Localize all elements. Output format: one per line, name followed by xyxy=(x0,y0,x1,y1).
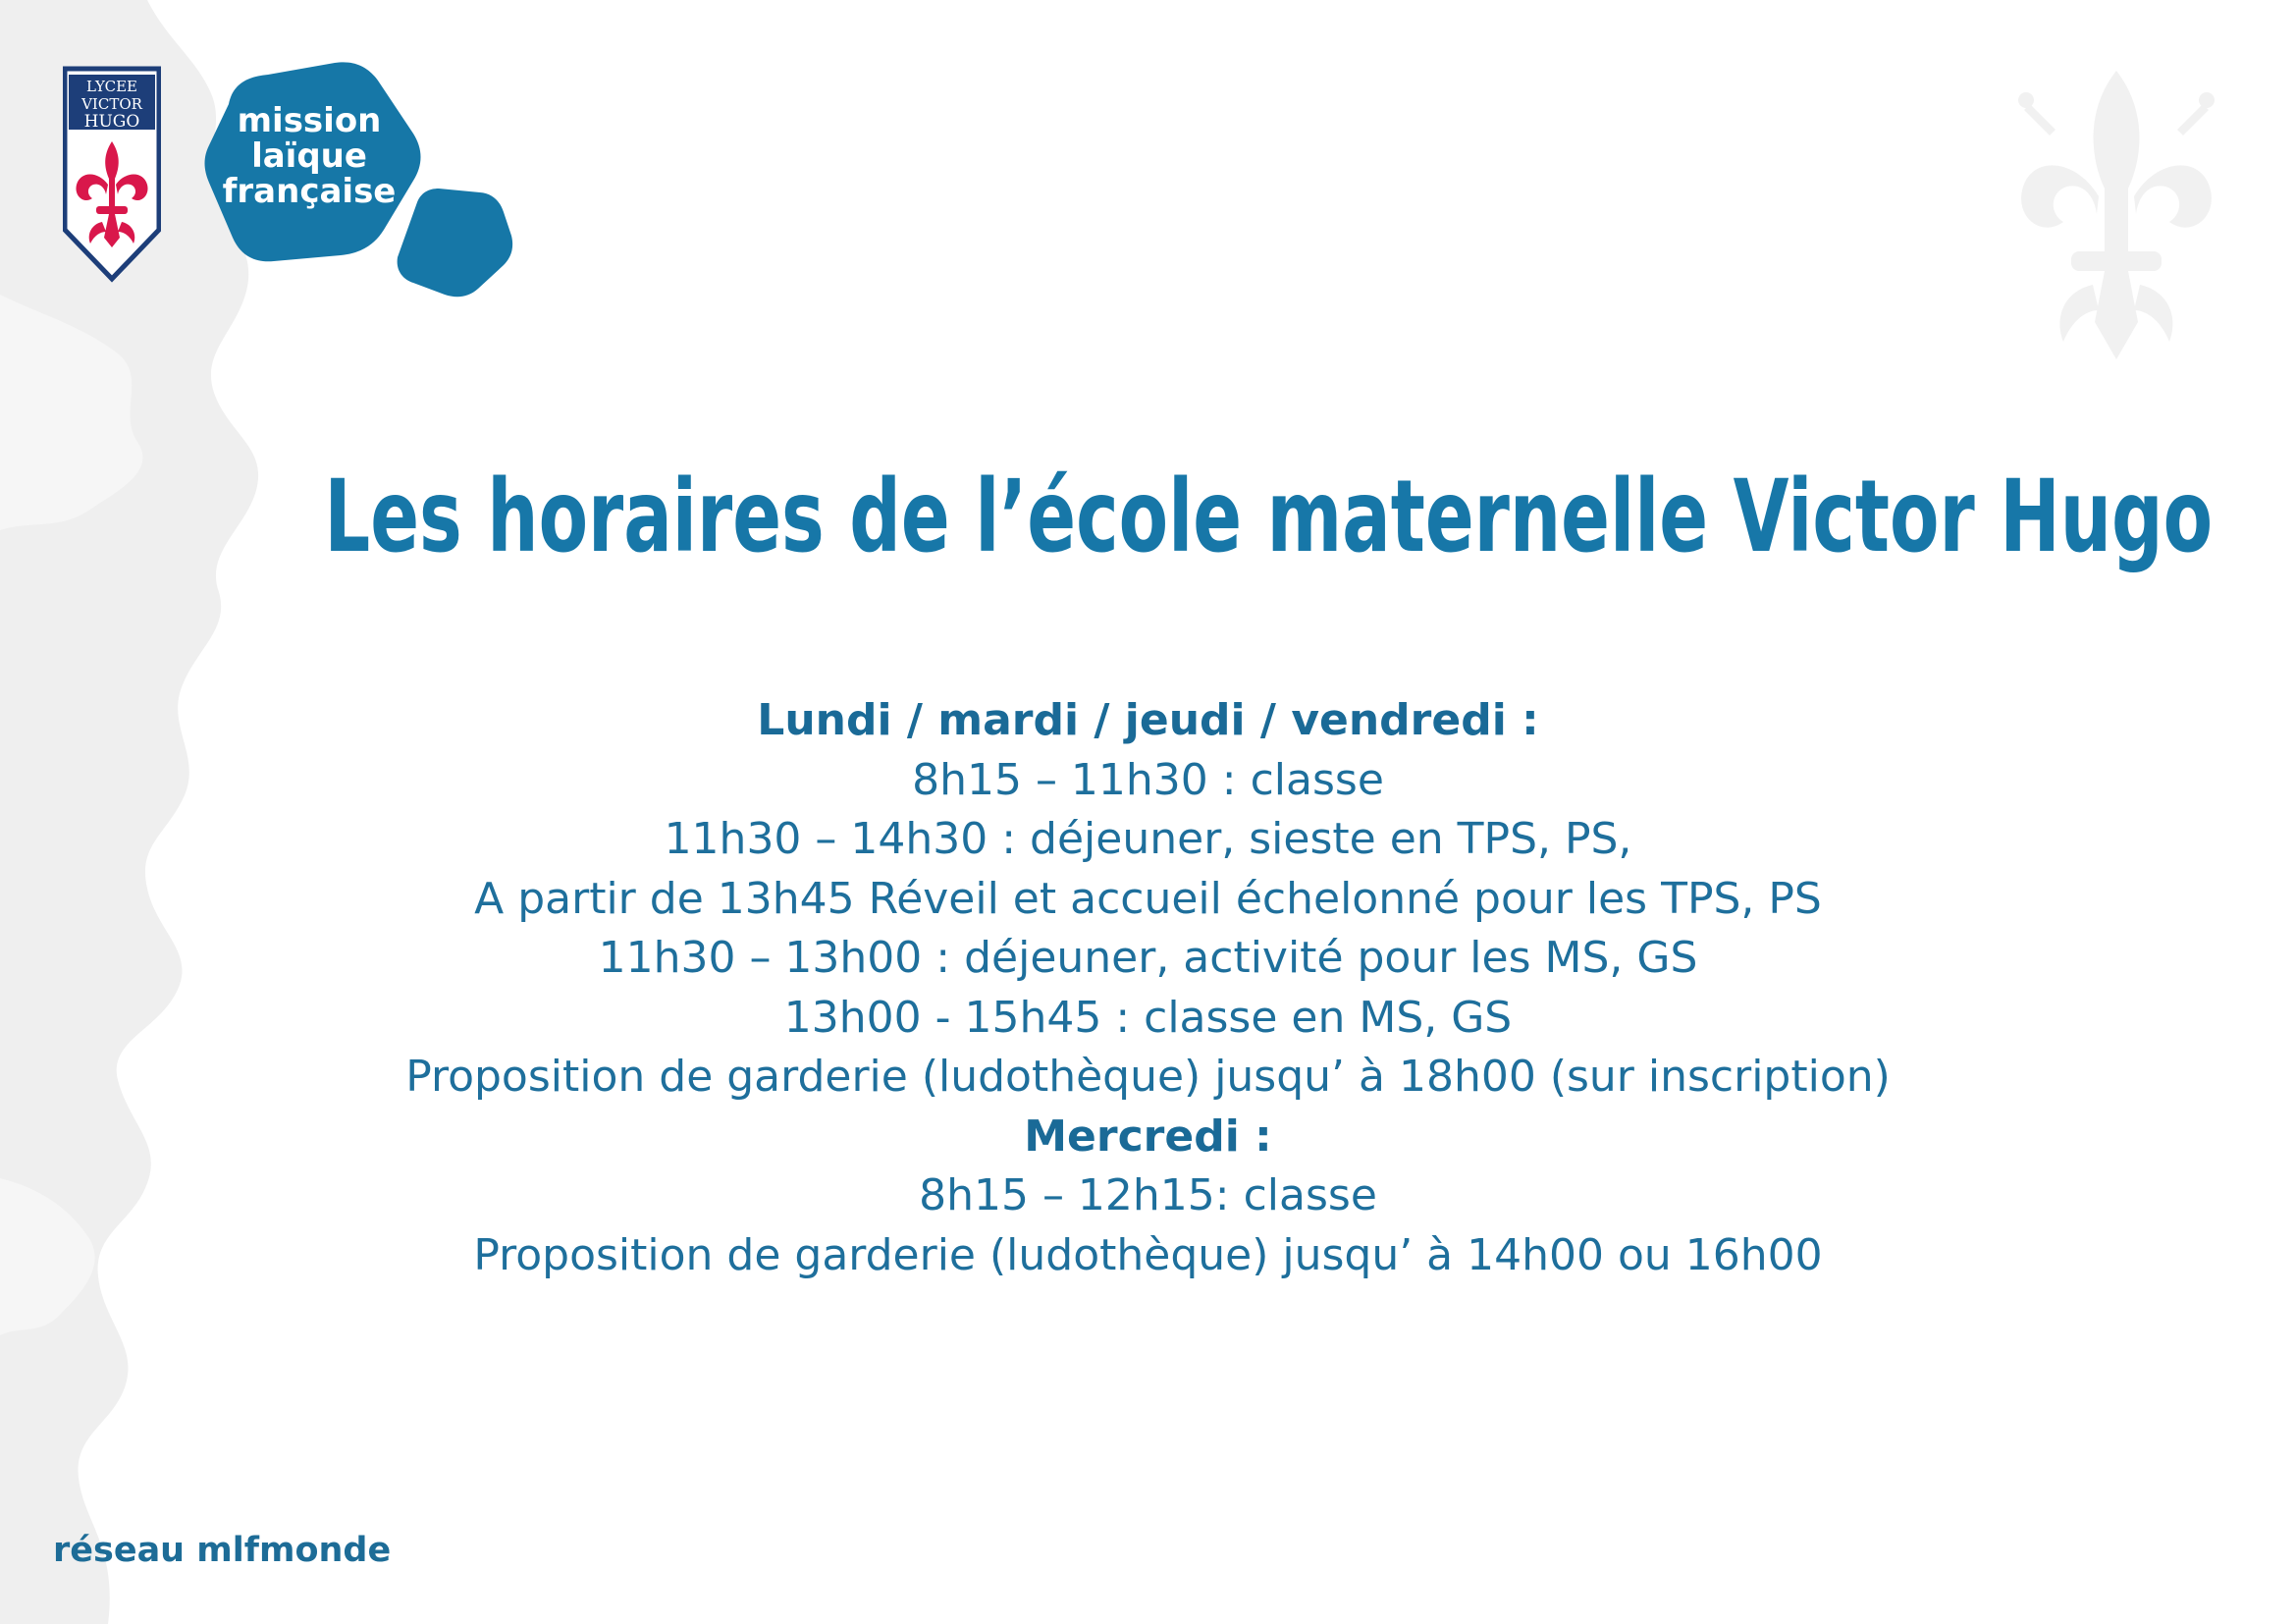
schedule-line: 8h15 – 11h30 : classe xyxy=(912,754,1384,805)
lycee-victor-hugo-crest-logo xyxy=(63,65,161,285)
fleur-de-lis-watermark-icon xyxy=(2016,65,2216,371)
mlf-text-line: mission xyxy=(237,101,382,140)
schedule-line: A partir de 13h45 Réveil et accueil échelonné pour les TPS, PS xyxy=(474,873,1822,924)
crest-text-line: VICTOR xyxy=(81,95,142,113)
mlf-text-line: française xyxy=(222,172,397,211)
schedule-line: 8h15 – 12h15: classe xyxy=(919,1170,1377,1220)
schedule-line: 11h30 – 13h00 : déjeuner, activité pour les MS, GS xyxy=(598,933,1698,983)
schedule-line: Proposition de garderie (ludothèque) jusqu’ à 14h00 ou 16h00 xyxy=(473,1229,1823,1280)
mission-laique-francaise-logo xyxy=(199,55,513,300)
wednesday-heading: Mercredi : xyxy=(1024,1110,1272,1162)
crest-text-line: HUGO xyxy=(83,112,140,132)
mlf-text-line: laïque xyxy=(251,136,367,176)
weekdays-heading: Lundi / mardi / jeudi / vendredi : xyxy=(757,695,1539,745)
schedule-line: 13h00 - 15h45 : classe en MS, GS xyxy=(783,992,1513,1043)
schedule-line: Proposition de garderie (ludothèque) jusqu’ à 18h00 (sur inscription) xyxy=(405,1052,1891,1102)
page-title: Les horaires de l’école maternelle Victor Hugo xyxy=(324,459,2214,575)
schedule-line: 11h30 – 14h30 : déjeuner, sieste en TPS, PS, xyxy=(664,814,1632,864)
network-label: réseau mlfmonde xyxy=(53,1531,392,1570)
schedule-block xyxy=(0,691,2296,1285)
crest-text-line: LYCEE xyxy=(85,78,138,95)
